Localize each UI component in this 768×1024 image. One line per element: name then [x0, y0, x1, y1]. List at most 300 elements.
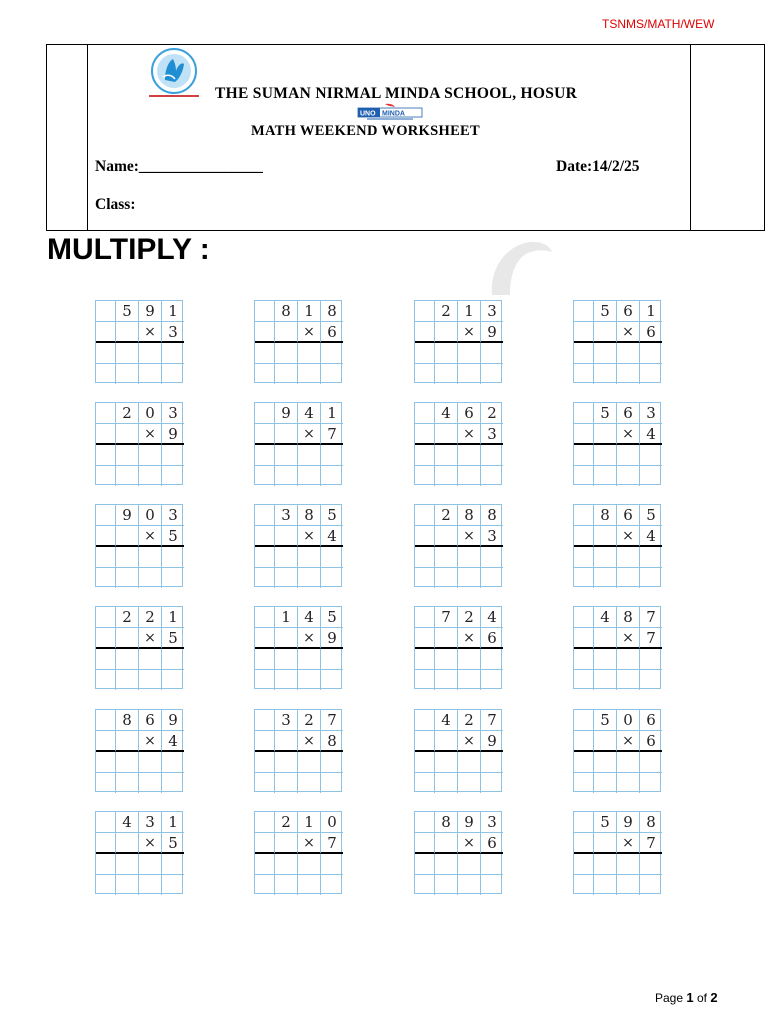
multiplicand-digit: 3: [481, 812, 503, 833]
answer-cell: [458, 445, 481, 466]
grid-cell: [255, 322, 275, 343]
answer-cell: [415, 547, 435, 568]
multiplicand-digit: 1: [298, 301, 321, 322]
multiplier-digit: 6: [481, 628, 503, 649]
answer-cell: [321, 670, 343, 690]
multiplicand-digit: 4: [481, 607, 503, 628]
multiplier-digit: 3: [481, 424, 503, 445]
times-sign: ×: [139, 526, 162, 547]
answer-cell: [435, 547, 458, 568]
answer-cell: [594, 568, 617, 588]
answer-cell: [139, 343, 162, 364]
answer-cell: [116, 547, 139, 568]
answer-cell: [162, 547, 184, 568]
school-name: THE SUMAN NIRMAL MINDA SCHOOL, HOSUR: [215, 85, 578, 102]
answer-cell: [139, 568, 162, 588]
answer-cell: [139, 670, 162, 690]
times-sign: ×: [298, 731, 321, 752]
grid-cell: [255, 403, 275, 424]
answer-cell: [481, 854, 503, 875]
grid-cell: [255, 731, 275, 752]
multiplication-problem: [414, 504, 502, 587]
grid-cell: [96, 322, 116, 343]
answer-cell: [458, 670, 481, 690]
multiplicand-digit: 4: [116, 812, 139, 833]
answer-cell: [458, 773, 481, 793]
multiplicand-digit: 5: [640, 505, 662, 526]
times-sign: ×: [139, 731, 162, 752]
answer-cell: [617, 364, 640, 384]
page-word: Page: [655, 991, 684, 1005]
answer-cell: [594, 343, 617, 364]
grid-cell: [574, 833, 594, 854]
multiplication-problem: [95, 300, 183, 383]
multiplier-digit: 8: [321, 731, 343, 752]
answer-cell: [116, 568, 139, 588]
grid-cell: [96, 710, 116, 731]
answer-cell: [275, 875, 298, 895]
times-sign: ×: [298, 628, 321, 649]
grid-cell: [96, 628, 116, 649]
grid-cell: [574, 505, 594, 526]
grid-cell: [435, 322, 458, 343]
answer-cell: [435, 343, 458, 364]
grid-cell: [96, 812, 116, 833]
answer-cell: [481, 773, 503, 793]
multiplication-problem: [254, 402, 342, 485]
grid-cell: [594, 526, 617, 547]
multiplicand-digit: 2: [298, 710, 321, 731]
grid-cell: [435, 526, 458, 547]
grid-cell: [96, 301, 116, 322]
grid-cell: [574, 424, 594, 445]
times-sign: ×: [617, 424, 640, 445]
multiplicand-digit: 8: [617, 607, 640, 628]
answer-cell: [594, 854, 617, 875]
multiplicand-digit: 3: [139, 812, 162, 833]
multiplicand-digit: 3: [275, 505, 298, 526]
grid-cell: [594, 322, 617, 343]
answer-cell: [321, 752, 343, 773]
answer-cell: [415, 343, 435, 364]
answer-cell: [275, 466, 298, 486]
grid-cell: [116, 833, 139, 854]
times-sign: ×: [458, 526, 481, 547]
document-code: TSNMS/MATH/WEW: [602, 17, 715, 31]
grid-cell: [415, 526, 435, 547]
grid-cell: [574, 812, 594, 833]
answer-cell: [415, 445, 435, 466]
multiplier-digit: 5: [162, 628, 184, 649]
grid-cell: [435, 628, 458, 649]
multiplier-digit: 4: [162, 731, 184, 752]
answer-cell: [116, 875, 139, 895]
answer-cell: [298, 670, 321, 690]
grid-cell: [275, 628, 298, 649]
multiplicand-digit: 8: [594, 505, 617, 526]
answer-cell: [116, 364, 139, 384]
times-sign: ×: [617, 322, 640, 343]
answer-cell: [162, 364, 184, 384]
times-sign: ×: [458, 424, 481, 445]
answer-cell: [275, 649, 298, 670]
grid-cell: [594, 628, 617, 649]
grid-cell: [574, 403, 594, 424]
multiplicand-digit: 2: [116, 607, 139, 628]
answer-cell: [275, 343, 298, 364]
times-sign: ×: [617, 833, 640, 854]
grid-cell: [255, 424, 275, 445]
answer-cell: [415, 649, 435, 670]
answer-cell: [275, 670, 298, 690]
multiplier-digit: 7: [321, 424, 343, 445]
answer-cell: [640, 364, 662, 384]
answer-cell: [594, 773, 617, 793]
answer-cell: [481, 649, 503, 670]
answer-cell: [640, 773, 662, 793]
grid-cell: [574, 731, 594, 752]
multiplicand-digit: 5: [594, 403, 617, 424]
times-sign: ×: [298, 322, 321, 343]
multiplicand-digit: 8: [275, 301, 298, 322]
answer-cell: [574, 343, 594, 364]
answer-cell: [275, 568, 298, 588]
times-sign: ×: [298, 833, 321, 854]
multiplication-problem: [254, 606, 342, 689]
grid-cell: [96, 526, 116, 547]
answer-cell: [481, 568, 503, 588]
answer-cell: [298, 445, 321, 466]
answer-cell: [574, 649, 594, 670]
answer-cell: [435, 854, 458, 875]
answer-cell: [275, 752, 298, 773]
grid-cell: [116, 628, 139, 649]
answer-cell: [162, 854, 184, 875]
multiplicand-digit: 0: [321, 812, 343, 833]
answer-cell: [255, 364, 275, 384]
answer-cell: [96, 752, 116, 773]
multiplicand-digit: 1: [298, 812, 321, 833]
answer-cell: [435, 445, 458, 466]
grid-cell: [96, 607, 116, 628]
answer-cell: [435, 568, 458, 588]
answer-cell: [458, 364, 481, 384]
answer-cell: [435, 466, 458, 486]
times-sign: ×: [617, 731, 640, 752]
multiplicand-digit: 2: [435, 505, 458, 526]
grid-cell: [96, 731, 116, 752]
answer-cell: [574, 547, 594, 568]
name-field-label: Name:________________: [95, 158, 263, 175]
answer-cell: [594, 752, 617, 773]
answer-cell: [116, 445, 139, 466]
multiplicand-digit: 6: [617, 505, 640, 526]
answer-cell: [458, 568, 481, 588]
multiplication-problem: [254, 709, 342, 792]
multiplicand-digit: 1: [640, 301, 662, 322]
grid-cell: [415, 628, 435, 649]
answer-cell: [139, 649, 162, 670]
multiplicand-digit: 3: [640, 403, 662, 424]
answer-cell: [162, 466, 184, 486]
grid-cell: [415, 833, 435, 854]
section-heading: MULTIPLY :: [47, 233, 210, 266]
grid-cell: [255, 812, 275, 833]
multiplicand-digit: 8: [481, 505, 503, 526]
answer-cell: [116, 752, 139, 773]
multiplicand-digit: 9: [116, 505, 139, 526]
multiplicand-digit: 8: [321, 301, 343, 322]
date-label: Date:14/2/25: [556, 158, 640, 175]
multiplicand-digit: 7: [640, 607, 662, 628]
multiplication-problem: [95, 402, 183, 485]
multiplicand-digit: 3: [481, 301, 503, 322]
grid-cell: [574, 526, 594, 547]
answer-cell: [116, 670, 139, 690]
answer-cell: [139, 854, 162, 875]
page-footer: [655, 990, 718, 1005]
answer-cell: [617, 343, 640, 364]
times-sign: ×: [139, 424, 162, 445]
answer-cell: [458, 649, 481, 670]
answer-cell: [481, 445, 503, 466]
answer-cell: [162, 568, 184, 588]
answer-cell: [574, 466, 594, 486]
answer-cell: [415, 670, 435, 690]
multiplicand-digit: 1: [162, 812, 184, 833]
times-sign: ×: [298, 424, 321, 445]
multiplier-digit: 9: [162, 424, 184, 445]
answer-cell: [162, 752, 184, 773]
grid-cell: [96, 403, 116, 424]
answer-cell: [640, 547, 662, 568]
answer-cell: [116, 466, 139, 486]
multiplicand-digit: 1: [321, 403, 343, 424]
multiplication-problem: [573, 300, 661, 383]
answer-cell: [96, 568, 116, 588]
answer-cell: [255, 445, 275, 466]
grid-cell: [255, 833, 275, 854]
multiplicand-digit: 6: [617, 301, 640, 322]
multiplicand-digit: 1: [162, 607, 184, 628]
multiplier-digit: 5: [162, 526, 184, 547]
answer-cell: [415, 752, 435, 773]
answer-cell: [298, 773, 321, 793]
grid-cell: [594, 731, 617, 752]
answer-cell: [321, 854, 343, 875]
grid-cell: [255, 607, 275, 628]
answer-cell: [640, 670, 662, 690]
multiplicand-digit: 4: [435, 710, 458, 731]
answer-cell: [321, 773, 343, 793]
multiplicand-digit: 9: [617, 812, 640, 833]
answer-cell: [574, 752, 594, 773]
grid-cell: [574, 710, 594, 731]
multiplicand-digit: 5: [594, 301, 617, 322]
answer-cell: [481, 364, 503, 384]
multiplication-problem: [95, 504, 183, 587]
multiplier-digit: 9: [481, 731, 503, 752]
answer-cell: [116, 343, 139, 364]
answer-cell: [298, 466, 321, 486]
answer-cell: [435, 364, 458, 384]
answer-cell: [594, 670, 617, 690]
multiplicand-digit: 0: [139, 403, 162, 424]
answer-cell: [162, 773, 184, 793]
multiplicand-digit: 5: [594, 812, 617, 833]
answer-cell: [96, 670, 116, 690]
multiplier-digit: 3: [162, 322, 184, 343]
answer-cell: [640, 854, 662, 875]
multiplication-problem: [254, 811, 342, 894]
answer-cell: [255, 854, 275, 875]
multiplicand-digit: 0: [139, 505, 162, 526]
answer-cell: [139, 364, 162, 384]
times-sign: ×: [617, 628, 640, 649]
grid-cell: [574, 607, 594, 628]
answer-cell: [481, 752, 503, 773]
answer-cell: [275, 445, 298, 466]
answer-cell: [298, 343, 321, 364]
answer-cell: [415, 364, 435, 384]
answer-cell: [574, 670, 594, 690]
multiplication-problem: [95, 606, 183, 689]
answer-cell: [415, 466, 435, 486]
answer-cell: [617, 466, 640, 486]
answer-cell: [275, 773, 298, 793]
multiplicand-digit: 5: [321, 505, 343, 526]
answer-cell: [298, 854, 321, 875]
multiplicand-digit: 2: [139, 607, 162, 628]
answer-cell: [594, 547, 617, 568]
multiplier-digit: 4: [640, 526, 662, 547]
multiplicand-digit: 5: [594, 710, 617, 731]
grid-cell: [255, 505, 275, 526]
times-sign: ×: [617, 526, 640, 547]
answer-cell: [139, 445, 162, 466]
answer-cell: [435, 875, 458, 895]
answer-cell: [617, 875, 640, 895]
grid-cell: [275, 731, 298, 752]
multiplicand-digit: 3: [162, 403, 184, 424]
multiplication-problem: [254, 504, 342, 587]
multiplicand-digit: 8: [640, 812, 662, 833]
grid-cell: [255, 301, 275, 322]
multiplicand-digit: 2: [458, 607, 481, 628]
multiplier-digit: 3: [481, 526, 503, 547]
answer-cell: [458, 466, 481, 486]
multiplicand-digit: 4: [594, 607, 617, 628]
answer-cell: [255, 875, 275, 895]
multiplication-problem: [414, 709, 502, 792]
multiplier-digit: 9: [321, 628, 343, 649]
multiplier-digit: 6: [640, 322, 662, 343]
multiplicand-digit: 9: [139, 301, 162, 322]
answer-cell: [139, 875, 162, 895]
answer-cell: [162, 670, 184, 690]
answer-cell: [139, 547, 162, 568]
multiplicand-digit: 2: [481, 403, 503, 424]
multiplier-digit: 4: [321, 526, 343, 547]
worksheet-title: MATH WEEKEND WORKSHEET: [251, 123, 480, 139]
answer-cell: [321, 364, 343, 384]
answer-cell: [321, 466, 343, 486]
multiplicand-digit: 8: [435, 812, 458, 833]
multiplicand-digit: 1: [458, 301, 481, 322]
answer-cell: [139, 752, 162, 773]
multiplicand-digit: 5: [116, 301, 139, 322]
answer-cell: [298, 364, 321, 384]
svg-text:MINDA: MINDA: [382, 110, 405, 118]
answer-cell: [458, 343, 481, 364]
multiplication-problem: [573, 811, 661, 894]
answer-cell: [162, 445, 184, 466]
answer-cell: [574, 568, 594, 588]
answer-cell: [640, 445, 662, 466]
multiplier-digit: 6: [321, 322, 343, 343]
grid-cell: [415, 731, 435, 752]
svg-text:UNO: UNO: [360, 110, 376, 118]
multiplication-problem: [414, 402, 502, 485]
answer-cell: [415, 875, 435, 895]
answer-cell: [321, 568, 343, 588]
answer-cell: [481, 875, 503, 895]
answer-cell: [594, 466, 617, 486]
multiplicand-digit: 7: [321, 710, 343, 731]
answer-cell: [162, 343, 184, 364]
grid-cell: [415, 424, 435, 445]
grid-cell: [415, 322, 435, 343]
answer-cell: [435, 773, 458, 793]
answer-cell: [96, 466, 116, 486]
grid-cell: [435, 731, 458, 752]
multiplicand-digit: 6: [458, 403, 481, 424]
grid-cell: [255, 628, 275, 649]
multiplicand-digit: 1: [275, 607, 298, 628]
answer-cell: [594, 445, 617, 466]
answer-cell: [321, 547, 343, 568]
answer-cell: [574, 875, 594, 895]
multiplier-digit: 9: [481, 322, 503, 343]
grid-cell: [415, 505, 435, 526]
answer-cell: [96, 773, 116, 793]
multiplier-digit: 4: [640, 424, 662, 445]
answer-cell: [96, 649, 116, 670]
answer-cell: [255, 773, 275, 793]
times-sign: ×: [298, 526, 321, 547]
grid-cell: [594, 424, 617, 445]
multiplicand-digit: 4: [298, 607, 321, 628]
answer-cell: [574, 445, 594, 466]
multiplicand-digit: 6: [617, 403, 640, 424]
answer-cell: [640, 752, 662, 773]
answer-cell: [617, 854, 640, 875]
multiplicand-digit: 2: [458, 710, 481, 731]
multiplicand-digit: 4: [435, 403, 458, 424]
multiplication-problem: [95, 709, 183, 792]
answer-cell: [321, 343, 343, 364]
times-sign: ×: [139, 833, 162, 854]
multiplication-problem: [573, 504, 661, 587]
answer-cell: [255, 466, 275, 486]
times-sign: ×: [139, 628, 162, 649]
grid-cell: [574, 301, 594, 322]
grid-cell: [415, 403, 435, 424]
answer-cell: [116, 649, 139, 670]
grid-cell: [574, 322, 594, 343]
answer-cell: [458, 854, 481, 875]
answer-cell: [96, 445, 116, 466]
